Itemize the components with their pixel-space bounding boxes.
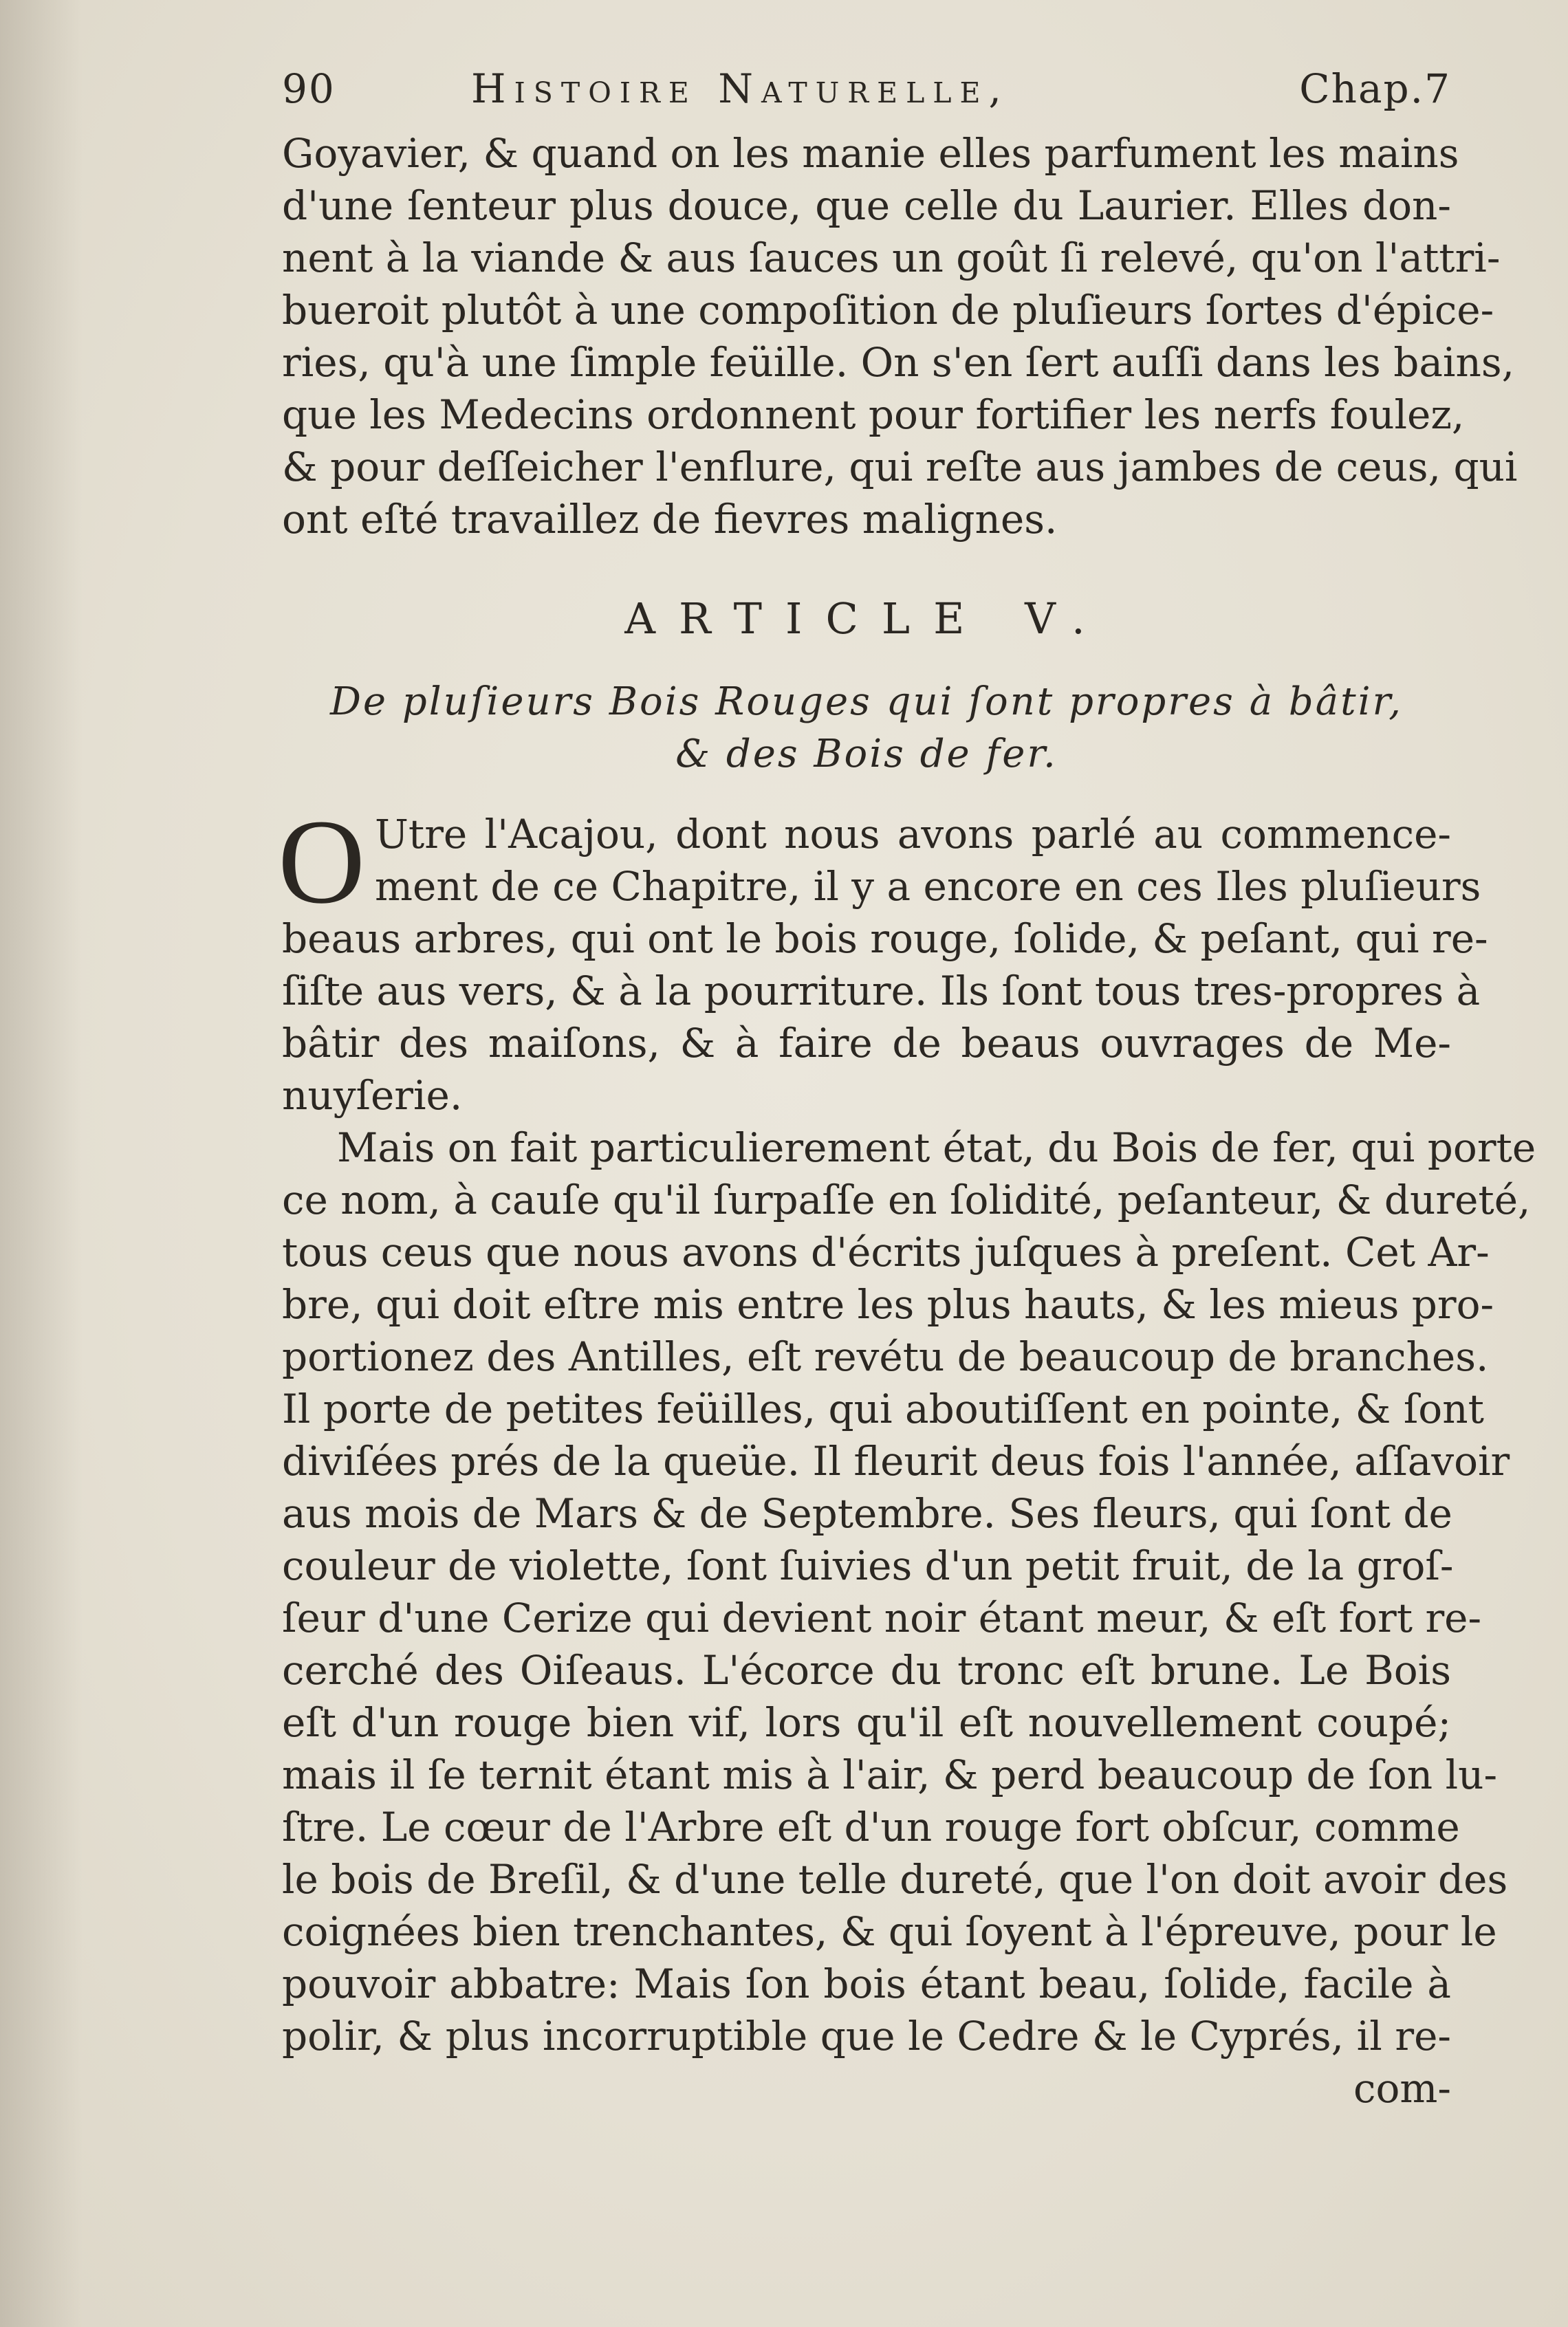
text-line: nent à la viande & aus ſauces un goût ſi relevé, qu'on l'attri- bbox=[282, 234, 1501, 281]
paragraph-2 bbox=[282, 1122, 1536, 2062]
text-line: Mais on fait particulierement état, du Bois de fer, qui porte bbox=[337, 1124, 1536, 1171]
text-line: ment de ce Chapitre, il y a encore en ces Iles pluſieurs bbox=[375, 863, 1481, 910]
text-line: aus mois de Mars & de Septembre. Ses fleurs, qui ſont de bbox=[282, 1490, 1452, 1537]
text-line: bâtir des maiſons, & à faire de beaus ouvrages de Me- bbox=[282, 1020, 1451, 1067]
text-line: bre, qui doit eſtre mis entre les plus hauts, & les mieus pro- bbox=[282, 1281, 1494, 1328]
text-line: portionez des Antilles, eſt revétu de beaucoup de branches. bbox=[282, 1333, 1489, 1380]
text-line: coignées bien trenchantes, & qui ſoyent à l'épreuve, pour le bbox=[282, 1908, 1497, 1955]
page-number: 90 bbox=[282, 65, 336, 112]
text-line: diviſées prés de la queüe. Il fleurit deus fois l'année, aſſavoir bbox=[282, 1438, 1510, 1485]
text-line: couleur de violette, ſont ſuivies d'un petit fruit, de la groſ- bbox=[282, 1542, 1454, 1589]
text-line: ſiſte aus vers, & à la pourriture. Ils ſont tous tres-propres à bbox=[282, 968, 1481, 1014]
catchword: com- bbox=[1353, 2065, 1451, 2112]
article-body bbox=[278, 795, 1536, 2115]
subtitle-line: & des Bois de fer. bbox=[675, 732, 1058, 776]
article-heading: ARTICLE V. bbox=[624, 593, 1109, 644]
gutter-shadow bbox=[0, 0, 83, 2327]
text-line: ſtre. Le cœur de l'Arbre eſt d'un rouge fort obſcur, comme bbox=[282, 1804, 1460, 1850]
text-line: cerché des Oiſeaus. L'écorce du tronc eſt brune. Le Bois bbox=[282, 1647, 1451, 1694]
text-line: ſeur d'une Cerize qui devient noir étant meur, & eſt fort re- bbox=[282, 1595, 1482, 1641]
text-line: tous ceus que nous avons d'écrits juſques à preſent. Cet Ar- bbox=[282, 1229, 1490, 1276]
text-line: ce nom, à cauſe qu'il ſurpaſſe en ſolidité, peſanteur, & dureté, bbox=[282, 1177, 1531, 1223]
book-page bbox=[278, 65, 1536, 2115]
text-line: beaus arbres, qui ont le bois rouge, ſolide, & peſant, qui re- bbox=[282, 915, 1488, 962]
text-line: que les Medecins ordonnent pour fortifier les nerfs foulez, bbox=[282, 391, 1465, 438]
text-line: Goyavier, & quand on les manie elles parfument les mains bbox=[282, 130, 1459, 177]
text-line: pouvoir abbatre: Mais ſon bois étant beau, ſolide, facile à bbox=[282, 1960, 1451, 2007]
text-line: ont eſté travaillez de fievres malignes. bbox=[282, 496, 1058, 543]
text-line: & pour deſſeicher l'enflure, qui reſte aus jambes de ceus, qui bbox=[282, 444, 1518, 490]
text-line: le bois de Breſil, & d'une telle dureté, que l'on doit avoir des bbox=[282, 1856, 1508, 1903]
top-paragraph bbox=[282, 127, 1518, 545]
text-line: nuyſerie. bbox=[282, 1072, 463, 1119]
text-line: d'une ſenteur plus douce, que celle du Laurier. Elles don- bbox=[282, 182, 1451, 229]
subtitle-line: De pluſieurs Bois Rouges qui ſont propres à bâtir, bbox=[330, 679, 1403, 724]
text-line: eſt d'un rouge bien vif, lors qu'il eſt nouvellement coupé; bbox=[282, 1699, 1451, 1746]
chapter-label: Chap.7 bbox=[1299, 65, 1451, 112]
text-line: mais il ſe ternit étant mis à l'air, & perd beaucoup de ſon lu- bbox=[282, 1751, 1498, 1798]
running-head bbox=[282, 65, 1451, 127]
text-line: polir, & plus incorruptible que le Cedre & le Cyprés, il re- bbox=[282, 2013, 1451, 2060]
drop-cap: O bbox=[278, 795, 366, 929]
text-line: Il porte de petites feüilles, qui aboutiſſent en pointe, & ſont bbox=[282, 1386, 1484, 1432]
text-line: ries, qu'à une ſimple feüille. On s'en ſert auſſi dans les bains, bbox=[282, 339, 1515, 386]
running-title: Histoire Naturelle, bbox=[471, 65, 1010, 112]
article-subtitle bbox=[282, 676, 1451, 780]
paragraph-1 bbox=[278, 795, 1488, 1122]
text-line: bueroit plutôt à une compoſition de pluſieurs ſortes d'épice- bbox=[282, 287, 1494, 334]
text-line: Utre l'Acajou, dont nous avons parlé au commence- bbox=[375, 811, 1451, 857]
